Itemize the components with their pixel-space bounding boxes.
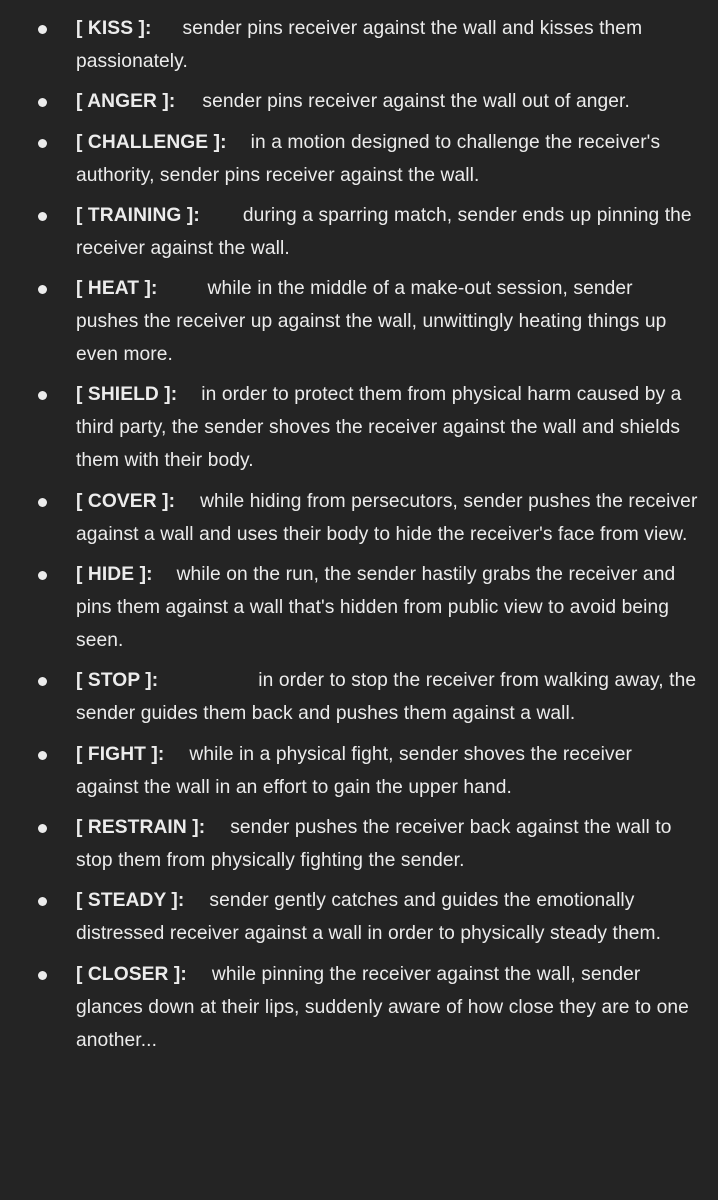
bullet-icon <box>38 897 47 906</box>
list-item <box>0 199 718 265</box>
list-item <box>0 12 718 78</box>
bullet-icon <box>38 391 47 400</box>
item-tag: [ STOP ]: <box>76 670 159 692</box>
list-item <box>0 558 718 657</box>
item-tag: [ TRAINING ]: <box>76 204 200 226</box>
list-item <box>0 126 718 192</box>
list-item <box>0 884 718 950</box>
bullet-icon <box>38 824 47 833</box>
bullet-icon <box>38 139 47 148</box>
list-item <box>0 85 718 118</box>
item-text: in order to stop the receiver from walking away, the sender guides them back and pushes them against a wall. <box>76 670 697 725</box>
bullet-icon <box>38 498 47 507</box>
list-item <box>0 958 718 1057</box>
item-text: sender pushes the receiver back against the wall to stop them from physically fighting the sender. <box>76 816 672 871</box>
item-tag: [ CLOSER ]: <box>76 963 187 985</box>
bullet-icon <box>38 971 47 980</box>
item-tag: [ COVER ]: <box>76 490 176 512</box>
list-item <box>0 664 718 730</box>
list-item <box>0 272 718 371</box>
bullet-icon <box>38 285 47 294</box>
item-text: sender pins receiver against the wall and kisses them passionately. <box>76 18 643 72</box>
item-text: while hiding from persecutors, sender pushes the receiver against a wall and uses their body to hide the receiver's face from view. <box>76 490 698 545</box>
prompt-list <box>0 12 718 1064</box>
item-tag: [ ANGER ]: <box>76 91 176 113</box>
bullet-icon <box>38 212 47 221</box>
item-tag: [ KISS ]: <box>76 18 152 39</box>
list-item <box>0 811 718 877</box>
list-item <box>0 485 718 551</box>
bullet-icon <box>38 571 47 580</box>
item-text: while in a physical fight, sender shoves the receiver against the wall in an effort to gain the upper hand. <box>76 743 632 798</box>
item-text: in a motion designed to challenge the receiver's authority, sender pins receiver against the wall. <box>76 131 661 186</box>
item-text: sender pins receiver against the wall out of anger. <box>202 91 630 113</box>
item-text: sender gently catches and guides the emotionally distressed receiver against a wall in order to physically steady them. <box>76 890 662 945</box>
bullet-icon <box>38 677 47 686</box>
item-text: while on the run, the sender hastily grabs the receiver and pins them against a wall that's hidden from public view to avoid being seen. <box>76 564 676 652</box>
item-text: during a sparring match, sender ends up pinning the receiver against the wall. <box>76 204 692 259</box>
item-text: while pinning the receiver against the wall, sender glances down at their lips, suddenly aware of how close they are to one another... <box>76 963 689 1051</box>
list-item <box>0 738 718 804</box>
item-text: while in the middle of a make-out session, sender pushes the receiver up against the wall, unwittingly heating things up even more. <box>76 278 667 366</box>
item-tag: [ CHALLENGE ]: <box>76 131 227 153</box>
item-tag: [ SHIELD ]: <box>76 384 178 406</box>
item-tag: [ RESTRAIN ]: <box>76 816 206 838</box>
item-tag: [ HEAT ]: <box>76 278 158 300</box>
bullet-icon <box>38 98 47 107</box>
item-tag: [ FIGHT ]: <box>76 743 165 765</box>
bullet-icon <box>38 751 47 760</box>
bullet-icon <box>38 25 47 34</box>
item-tag: [ STEADY ]: <box>76 890 185 912</box>
item-text: in order to protect them from physical harm caused by a third party, the sender shoves the receiver against the wall and shields them with their body. <box>76 384 682 472</box>
list-item <box>0 378 718 477</box>
item-tag: [ HIDE ]: <box>76 564 153 586</box>
